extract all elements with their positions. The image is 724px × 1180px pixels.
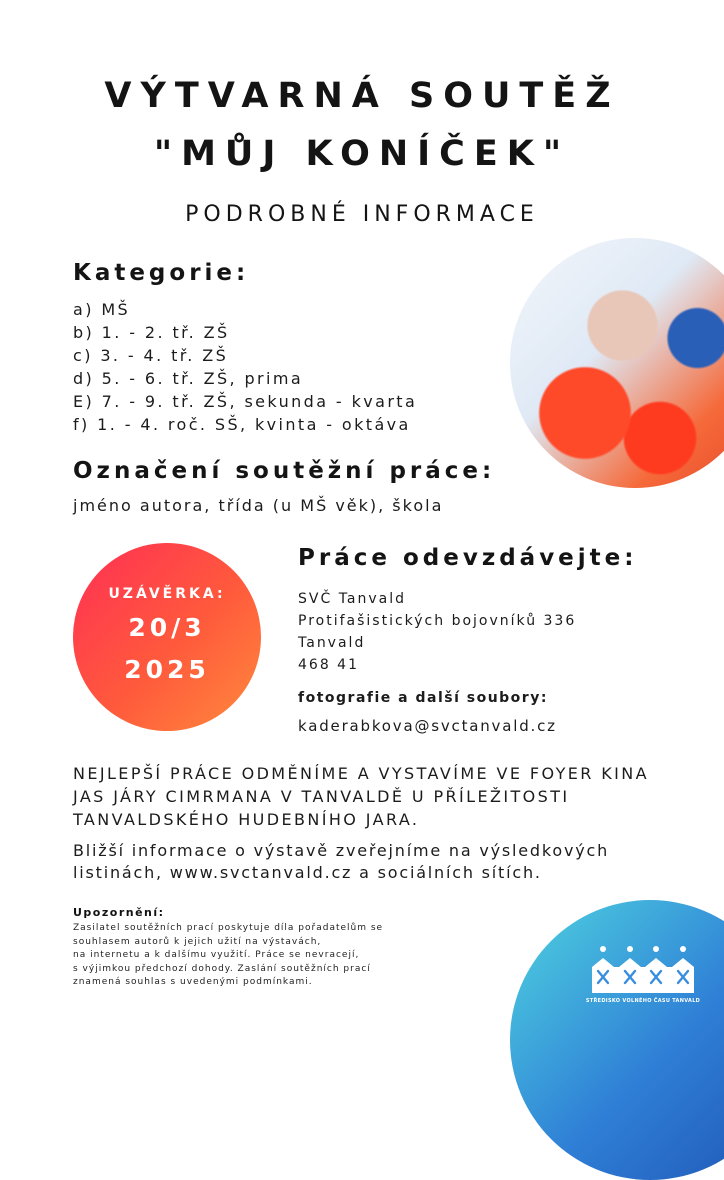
deadline-year: 2025 (124, 655, 210, 684)
categories-heading: Kategorie: (73, 260, 250, 286)
categories-list (73, 298, 417, 436)
info-line: listinách, www.svctanvald.cz a sociálních sítích. (73, 863, 542, 882)
address-line: Tanvald (298, 635, 366, 651)
announcement (73, 762, 649, 831)
notice-line: souhlasem autorů k jejich užití na výstavách, (73, 936, 322, 947)
address-line: 468 41 (298, 657, 359, 673)
svc-logo-icon (590, 945, 696, 995)
submit-email[interactable]: kaderabkova@svctanvald.cz (298, 717, 557, 735)
list-item: d) 5. - 6. tř. ZŠ, prima (73, 369, 304, 388)
title-line-2: "MŮJ KONÍČEK" (153, 134, 571, 174)
list-item: b) 1. - 2. tř. ZŠ (73, 323, 230, 342)
title-line-1: VÝTVARNÁ SOUTĚŽ (104, 76, 620, 116)
notice-heading: Upozornění: (73, 906, 165, 919)
list-item: f) 1. - 4. roč. SŠ, kvinta - oktáva (73, 415, 411, 434)
submit-address (298, 588, 576, 676)
list-item: c) 3. - 4. tř. ZŠ (73, 346, 229, 365)
submit-heading: Práce odevzdávejte: (298, 545, 638, 571)
painted-hands-photo (510, 238, 724, 488)
address-line: SVČ Tanvald (298, 591, 407, 607)
notice-line: na internetu a k dalšímu využití. Práce se nevracejí, (73, 950, 360, 960)
deadline-date: 20/3 (128, 613, 206, 642)
list-item: E) 7. - 9. tř. ZŠ, sekunda - kvarta (73, 392, 418, 411)
marking-heading: Označení soutěžní práce: (73, 458, 496, 484)
announcement-line: TANVALDSKÉHO HUDEBNÍHO JARA. (73, 810, 420, 829)
notice-text (73, 922, 383, 990)
notice-line: s výjimkou předchozí dohody. Zaslání soutěžních prací (73, 963, 371, 974)
marking-text: jméno autora, třída (u MŠ věk), škola (73, 496, 444, 515)
deadline-label: UZÁVĚRKA: (108, 586, 226, 602)
photos-label: fotografie a další soubory: (298, 690, 548, 706)
announcement-line: NEJLEPŠÍ PRÁCE ODMĚNÍME A VYSTAVÍME VE FOYER KINA (73, 764, 649, 783)
subtitle: PODROBNÉ INFORMACE (185, 202, 539, 227)
logo-background (510, 900, 724, 1180)
announcement-line: JAS JÁRY CIMRMANA V TANVALDĚ U PŘÍLEŽITOSTI (73, 787, 570, 806)
logo-text: STŘEDISKO VOLNÉHO ČASU TANVALD (585, 998, 701, 1004)
notice-line: Zasilatel soutěžních prací poskytuje díla pořadatelům se (73, 923, 384, 933)
info-text (73, 840, 609, 884)
info-line: Bližší informace o výstavě zveřejníme na výsledkových (73, 841, 610, 860)
address-line: Protifašistických bojovníků 336 (298, 613, 577, 629)
list-item: a) MŠ (73, 300, 131, 319)
deadline-badge (73, 543, 261, 731)
notice-line: znamená souhlas s uvedenými podmínkami. (73, 977, 313, 987)
